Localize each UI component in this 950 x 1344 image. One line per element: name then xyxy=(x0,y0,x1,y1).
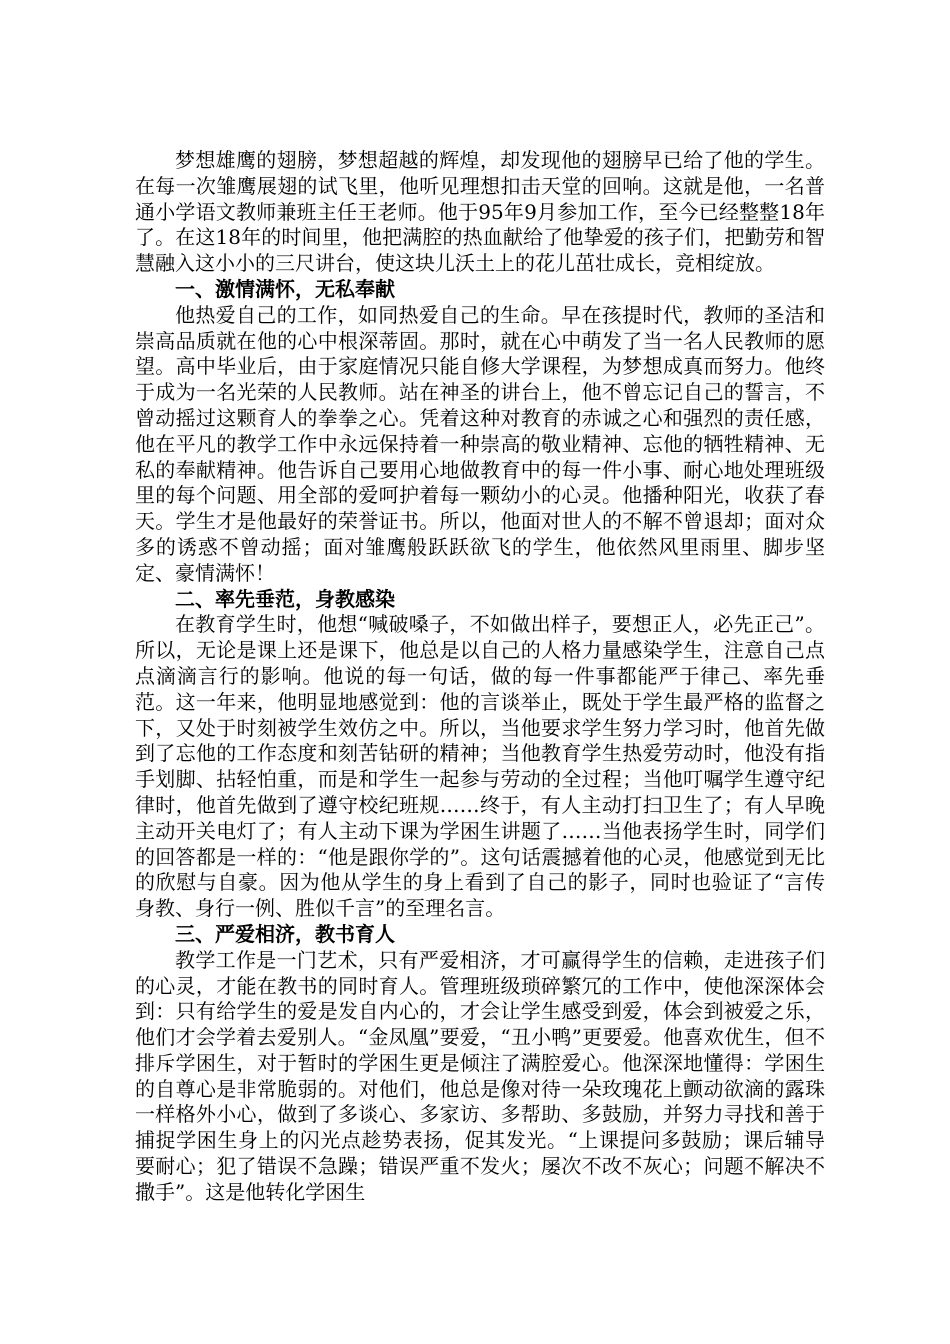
intro-paragraph: 梦想雄鹰的翅膀，梦想超越的辉煌，却发现他的翅膀早已给了他的学生。在每一次雏鹰展翅的试飞里，他听见理想扣击天堂的回响。这就是他，一名普通小学语文教师兼班主任王老师。他于95年9月参加工作，至今已经整整18年了。在这18年的时间里，他把满腔的热血献给了他挚爱的孩子们，把勤劳和智慧融入这小小的三尺讲台，使这块儿沃土上的花儿茁壮成长，竞相绽放。 xyxy=(135,148,825,276)
document-page xyxy=(135,148,825,1206)
section-heading-2: 二、率先垂范，身教感染 xyxy=(175,586,395,611)
section-body-3: 教学工作是一门艺术，只有严爱相济，才可赢得学生的信赖，走进孩子们的心灵，才能在教书的同时育人。管理班级琐碎繁冗的工作中，使他深深体会到：只有给学生的爱是发自内心的，才会让学生感受到爱，体会到被爱之乐，他们才会学着去爱别人。“金凤凰”要爱，“丑小鸭”更要爱。他喜欢优生，但不排斥学困生，对于暂时的学困生更是倾注了满腔爱心。他深深地懂得：学困生的自尊心是非常脆弱的。对他们，他总是像对待一朵玫瑰花上颤动欲滴的露珠一样格外小心，做到了多谈心、多家访、多帮助、多鼓励，并努力寻找和善于捕捉学困生身上的闪光点趁势表扬，促其发光。“上课提问多鼓励；课后辅导要耐心；犯了错误不急躁；错误严重不发火；屡次不改不灰心；问题不解决不撒手”。这是他转化学困生 xyxy=(135,947,825,1204)
section-body-2: 在教育学生时，他想“喊破嗓子，不如做出样子，要想正人，必先正己”。所以，无论是课上还是课下，他总是以自己的人格力量感染学生，注意自己点点滴滴言行的影响。他说的每一句话，做的每一件事都能严于律己、率先垂范。这一年来，他明显地感觉到：他的言谈举止，既处于学生最严格的监督之下，又处于时刻被学生效仿之中。所以，当他要求学生努力学习时，他首先做到了忘他的工作态度和刻苦钻研的精神；当他教育学生热爱劳动时，他没有指手划脚、拈轻怕重，而是和学生一起参与劳动的全过程；当他叮嘱学生遵守纪律时，他首先做到了遵守校纪班规……终于，有人主动打扫卫生了；有人早晚主动开关电灯了；有人主动下课为学困生讲题了……当他表扬学生时，同学们的回答都是一样的：“他是跟你学的”。这句话震撼着他的心灵，他感觉到无比的欣慰与自豪。因为他从学生的身上看到了自己的影子，同时也验证了“言传身教、身行一例、胜似千言”的至理名言。 xyxy=(135,612,825,921)
section-heading-1: 一、激情满怀，无私奉献 xyxy=(175,276,395,301)
section-heading-3: 三、严爱相济，教书育人 xyxy=(175,921,395,946)
section-body-1: 他热爱自己的工作，如同热爱自己的生命。早在孩提时代，教师的圣洁和崇高品质就在他的心中根深蒂固。那时，就在心中萌发了当一名人民教师的愿望。高中毕业后，由于家庭情况只能自修大学课程，为梦想成真而努力。他终于成为一名光荣的人民教师。站在神圣的讲台上，他不曾忘记自己的誓言，不曾动摇过这颗育人的拳拳之心。凭着这种对教育的赤诚之心和强烈的责任感，他在平凡的教学工作中永远保持着一种崇高的敬业精神、忘他的牺牲精神、无私的奉献精神。他告诉自己要用心地做教育中的每一件小事、耐心地处理班级里的每个问题、用全部的爱呵护着每一颗幼小的心灵。他播种阳光，收获了春天。学生才是他最好的荣誉证书。所以，他面对世人的不解不曾退却；面对众多的诱惑不曾动摇；面对雏鹰般跃跃欲飞的学生，他依然风里雨里、脚步坚定、豪情满怀！ xyxy=(135,302,825,585)
